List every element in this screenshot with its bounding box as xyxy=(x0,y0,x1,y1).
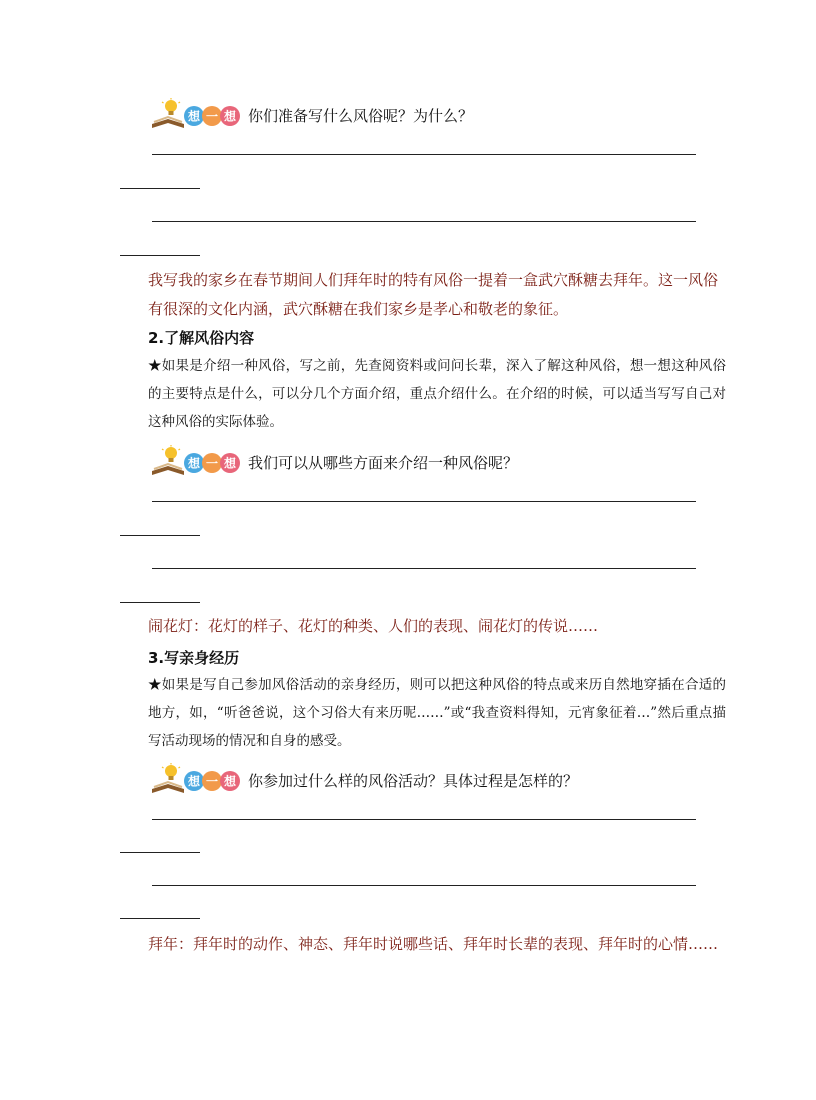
badge-char-2: 一 xyxy=(205,774,219,789)
answer-line-end[interactable] xyxy=(120,918,200,919)
badge-char-1: 想 xyxy=(187,456,201,471)
answer-line-end[interactable] xyxy=(120,852,200,853)
think-prompt-3 xyxy=(150,763,578,797)
section-body: ★如果是介绍一种风俗，写之前，先查阅资料或问问长辈，深入了解这种风俗，想一想这种风俗的主要特点是什么，可以分几个方面介绍，重点介绍什么。在介绍的时候，可以适当写写自己对这种风俗的实际体验。 xyxy=(148,358,726,430)
question-text: 我们可以从哪些方面来介绍一种风俗呢？ xyxy=(248,453,519,472)
think-badge-icon xyxy=(150,98,244,132)
badge-char-3: 想 xyxy=(223,774,237,789)
question-text: 你参加过什么样的风俗活动？具体过程是怎样的？ xyxy=(248,771,579,790)
answer-line[interactable] xyxy=(152,819,696,820)
answer-line-end[interactable] xyxy=(120,535,200,536)
badge-char-1: 想 xyxy=(187,774,201,789)
think-prompt-1 xyxy=(150,98,473,132)
badge-char-1: 想 xyxy=(187,109,201,124)
answer-line-end[interactable] xyxy=(120,188,200,189)
think-prompt-2 xyxy=(150,445,518,479)
badge-char-3: 想 xyxy=(223,456,237,471)
sample-answer-1: 我写我的家乡在春节期间人们拜年时的特有风俗一提着一盒武穴酥糖去拜年。这一风俗有很深的文化内涵，武穴酥糖在我们家乡是孝心和敬老的象征。 xyxy=(148,271,719,318)
section-heading: 2.了解风俗内容 xyxy=(148,329,255,347)
think-badge-icon xyxy=(150,763,244,797)
answer-line-end[interactable] xyxy=(120,602,200,603)
sample-answer-2: 闹花灯：花灯的样子、花灯的种类、人们的表现、闹花灯的传说…… xyxy=(148,617,599,635)
answer-line[interactable] xyxy=(152,501,696,502)
think-badge-icon xyxy=(150,445,244,479)
answer-line[interactable] xyxy=(152,221,696,222)
answer-line-end[interactable] xyxy=(120,255,200,256)
answer-line[interactable] xyxy=(152,154,696,155)
badge-char-3: 想 xyxy=(223,109,237,124)
question-text: 你们准备写什么风俗呢？为什么？ xyxy=(248,106,474,125)
answer-line[interactable] xyxy=(152,885,696,886)
section-heading: 3.写亲身经历 xyxy=(148,649,240,667)
badge-char-2: 一 xyxy=(205,456,219,471)
sample-answer-3: 拜年：拜年时的动作、神态、拜年时说哪些话、拜年时长辈的表现、拜年时的心情…… xyxy=(148,935,719,953)
answer-line[interactable] xyxy=(152,568,696,569)
badge-char-2: 一 xyxy=(205,109,219,124)
section-body: ★如果是写自己参加风俗活动的亲身经历，则可以把这种风俗的特点或来历自然地穿插在合适的地方，如，“听爸爸说，这个习俗大有来历呢……”或“我查资料得知，元宵象征着…”然后重点描写活动现场的情况和自身的感受。 xyxy=(148,677,726,749)
